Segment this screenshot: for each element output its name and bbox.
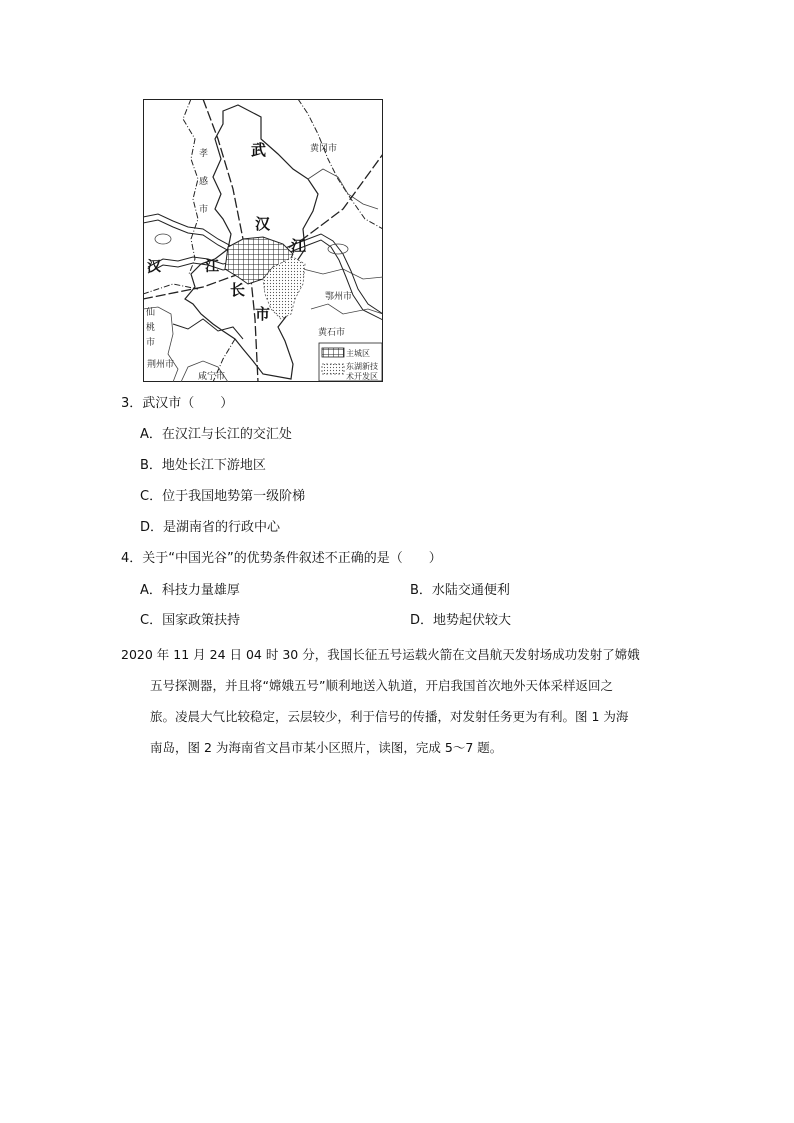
legend-donghu-label-2: 术开发区 (346, 372, 378, 381)
q4-option-b: B．水陆交通便利 (410, 583, 510, 598)
q4-option-c: C．国家政策扶持 (140, 613, 241, 628)
q3-option-d: D．是湖南省的行政中心 (140, 520, 281, 535)
passage-line-2: 五号探测器，并且将“嫦娥五号”顺利地送入轨道，开启我国首次地外天体采样返回之 (150, 678, 613, 693)
wuhan-map-figure (143, 99, 383, 382)
label-jiang-left: 江 (205, 259, 219, 275)
label-jingzhou: 荆州市 (147, 360, 175, 370)
label-ezhou: 鄂州市 (325, 292, 353, 302)
label-han-left: 汉 (147, 259, 161, 275)
wuhan-map (143, 99, 383, 382)
q3-option-c: C．位于我国地势第一级阶梯 (140, 489, 306, 504)
label-huangshi: 黄石市 (318, 328, 346, 338)
q3-option-a: A．在汉江与长江的交汇处 (140, 427, 292, 442)
passage-line-3: 旅。凌晨大气比较稳定，云层较少，利于信号的传播，对发射任务更为有利。图 1 为海 (150, 709, 629, 724)
label-shi2: 市 (255, 305, 271, 323)
label-tao: 桃 (146, 323, 156, 333)
legend-donghu-label-1: 东湖新技 (346, 362, 378, 371)
label-han-big: 汉 (255, 215, 271, 233)
q3-option-b: B．地处长江下游地区 (140, 458, 266, 473)
label-wu: 武 (251, 141, 267, 159)
q3-stem: 3．武汉市（ ） (121, 396, 234, 411)
label-chang: 长 (230, 281, 246, 299)
legend-donghu-swatch (322, 364, 344, 374)
label-huanggang: 黄冈市 (310, 144, 338, 154)
label-gan: 感 (199, 177, 209, 187)
passage-line-1: 2020 年 11 月 24 日 04 时 30 分，我国长征五号运载火箭在文昌航天发射场成功发射了嫦娥 (121, 647, 640, 662)
legend-main-city-swatch (322, 348, 344, 357)
q4-option-d: D．地势起伏较大 (410, 613, 512, 628)
passage-line-4: 南岛，图 2 为海南省文昌市某小区照片，读图，完成 5～7 题。 (150, 740, 503, 755)
label-shi1: 市 (199, 205, 209, 215)
label-xiao: 孝 (199, 149, 209, 159)
legend-main-city-label: 主城区 (346, 349, 370, 358)
label-xian: 仙 (146, 308, 156, 318)
label-jiang-big: 江 (291, 237, 307, 255)
map-legend (319, 343, 382, 381)
label-xianning: 咸宁市 (198, 372, 226, 382)
q4-option-a: A．科技力量雄厚 (140, 583, 240, 598)
q4-stem: 4．关于“中国光谷”的优势条件叙述不正确的是（ ） (121, 551, 442, 566)
label-shi3: 市 (146, 338, 156, 348)
